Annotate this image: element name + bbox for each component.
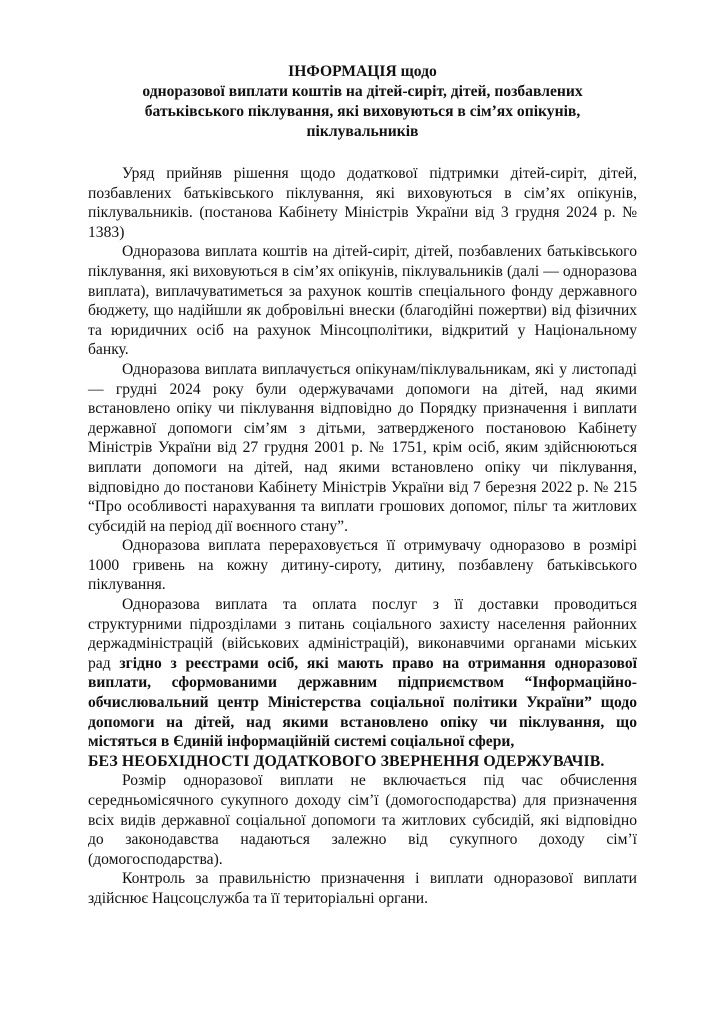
title-heading-caps: ІНФОРМАЦІЯ — [288, 63, 397, 80]
paragraph-1: Уряд прийняв рішення щодо додаткової підтримки дітей-сиріт, дітей, позбавлених батьківського піклування, які виховуються в сім’ях опікунів, піклувальників. (постанова Кабінету Міністрів України від 3 грудня 2024 р. № 1383) — [88, 165, 637, 241]
paragraph-4: Одноразова виплата перераховується її отримувачу одноразово в розмірі 1000 гривень на кожну дитину-сироту, дитину, позбавлену батьківського піклування. — [88, 537, 637, 594]
emphasis-caps-line: БЕЗ НЕОБХІДНОСТІ ДОДАТКОВОГО ЗВЕРНЕННЯ ОДЕРЖУВАЧІВ. — [88, 752, 605, 770]
title-line-1 — [88, 62, 637, 82]
paragraph-7: Контроль за правильністю призначення і виплати одноразової виплати здійснює Нацсоцслужба та її територіальні органи. — [88, 870, 637, 907]
paragraph-6: Розмір одноразової виплати не включається під час обчислення середньомісячного сукупного доходу сім’ї (домогосподарства) для призначення всіх видів державної соціальної допомоги та житлових субсидій, які відповідно до законодавства надаються залежно від сукупного доходу сім’ї (домогосподарства). — [88, 772, 637, 868]
title-line-4: піклувальників — [306, 123, 419, 140]
title-line-3: батьківського піклування, які виховуються в сім’ях опікунів, — [144, 103, 581, 120]
paragraph-2: Одноразова виплата коштів на дітей-сиріт, дітей, позбавлених батьківського піклування, які виховуються в сім’ях опікунів, піклувальників (далі — одноразова виплата), виплачуватиметься за рахунок коштів спеціального фонду державного бюджету, що надійшли як добровільні внески (благодійні пожертви) від фізичних та юридичних осіб на рахунок Мінсоцполітики, відкритий у Національному банку. — [88, 243, 637, 359]
document-title — [88, 62, 637, 142]
paragraph-3: Одноразова виплата виплачується опікунам/піклувальникам, які у листопаді — грудні 2024 року були одержувачами допомоги на дітей, над якими встановлено опіку чи піклування відповідно до Порядку призначення і виплати державної допомоги сім’ям з дітьми, затвердженого постановою Кабінету Міністрів України від 27 грудня 2001 р. № 1751, крім осіб, яким здійснюються виплати допомоги на дітей, над якими встановлено опіку чи піклування, відповідно до постанови Кабінету Міністрів України від 7 березня 2022 р. № 215 “Про особливості нарахування та виплати грошових допомог, пільг та житлових субсидій на період дії воєнного стану”. — [88, 360, 637, 535]
paragraph-5 — [88, 595, 637, 752]
title-heading-rest: щодо — [396, 63, 437, 80]
paragraph-5-bold: згідно з реєстрами осіб, які мають право на отримання одноразової виплати, сформованими державним підприємством “Інформаційно-обчислювальний центр Міністерства соціальної політики України” щодо допомоги на дітей, над якими встановлено опіку чи піклування, що містяться в Єдиній інформаційній системі соціальної сфери, — [88, 654, 637, 751]
title-line-2: одноразової виплати коштів на дітей-сиріт, дітей, позбавлених — [142, 83, 583, 100]
paragraph-5-normal: Одноразова виплата та оплата послуг з її доставки проводиться структурними підрозділами з питань соціального захисту населення районних держадміністрацій (військових адміністрацій), виконавчими органами міських рад — [88, 596, 637, 672]
